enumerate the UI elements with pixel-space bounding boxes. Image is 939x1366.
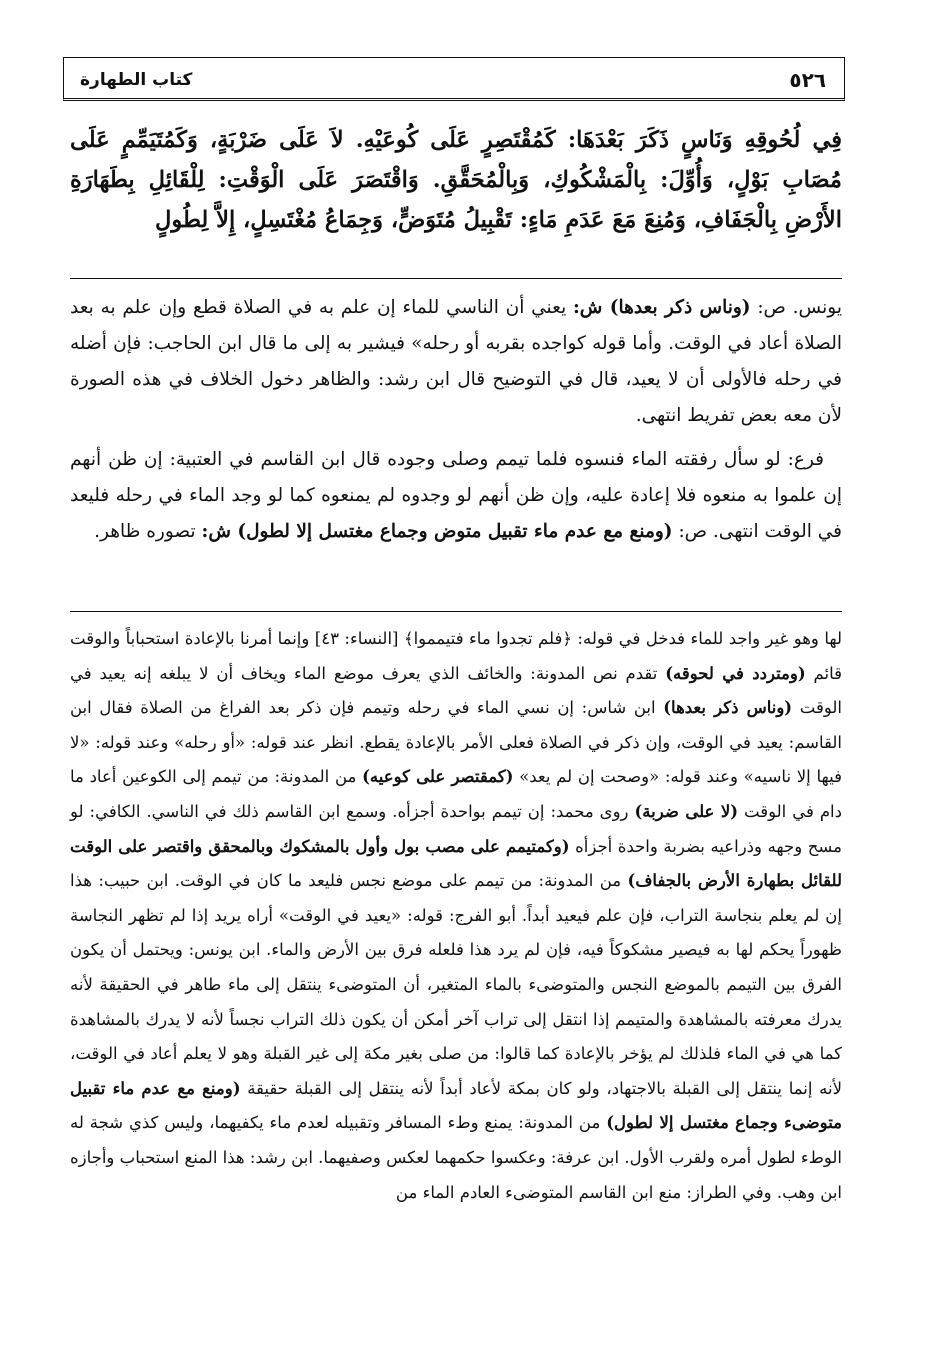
page-header [63,57,845,101]
text-run: لها وهو غير واجد للماء فدخل في قوله: ﴿فلم تجدوا ماء فتيمموا﴾ [النساء: ٤٣] وإنما أمرنا بالإعادة استحباباً والوقت قائم [70,629,843,683]
text-run: يعني أن الناسي للماء إن علم به في الصلاة قطع وإن علم به بعد الصلاة أعاد في الوقت. وأما قوله كواجده بقربه أو رحله» فيشير به إلى ما قال ابن الحاجب: فإن أضله في رحله فالأولى أن لا يعيد، قال في التوضيح قال ابن رشد: والظاهر دخول الخلاف في هذه الصورة لأن معه بعض تفريط انتهى. [70,297,842,426]
quoted-matn: (ومنع مع عدم ماء تقبيل متوضىء وجماع مغتسل إلا لطول) [70,1078,843,1133]
text-run: من المدونة: من تيمم إلى الكوعين أعاد ما دام في الوقت [70,767,842,821]
quoted-matn: (لا على ضربة) [634,801,739,821]
separator-line [70,278,842,279]
commentary-paragraph [70,290,842,434]
footnote [70,622,842,1210]
book-title: كتاب الطهارة [80,70,193,90]
page-number: ٥٢٦ [789,68,826,92]
quoted-matn: (وكمتيمم على مصب بول وأول بالمشكوك وبالمحقق واقتصر على الوقت للقائل بطهارة الأرض بالجفاف) [70,836,842,891]
text-run: روى محمد: إن تيمم بواحدة أجزأه. وسمع ابن القاسم ذلك في الناسي. الكافي: لو مسح وجهه وذراعيه بضربة واحدة أجزأه [70,801,842,856]
commentary [70,290,842,550]
text-run: تقدم نص المدونة: والخائف الذي يعرف موضع الماء ويخاف أن لا يبلغه إنه يعيد في الوقت [70,663,842,718]
text-run: ابن شاس: إن نسي الماء في رحله وتيمم فإن ذكر بعد الفراغ من الصلاة فقال ابن القاسم: يعيد في الوقت، وإن ذكر في الصلاة فعلى الأمر بالإعادة يقطع. انظر عند قوله: «أو رحله» وعند قوله: «لا فيها إلا ناسيه» وعند قوله: «وصحت إن لم يعد» [70,698,842,787]
footnote-separator [70,611,842,612]
quoted-matn: (وناس ذكر بعدها) ش: [572,297,751,318]
quoted-matn: (ومتردد في لحوقه) [665,663,806,683]
quoted-matn: (ومنع مع عدم ماء تقبيل متوض وجماع مغتسل إلا لطول) ش: [201,521,673,542]
matn-text: فِي لُحُوقِهِ وَنَاسٍ ذَكَرَ بَعْدَهَا: كَمُقْتَصِرٍ عَلَى كُوعَيْهِ. لاَ عَلَى ضَرْبَةٍ، وَكَمُتَيَمِّمٍ عَلَى مُصَابِ بَوْلٍ، وَأُوِّلَ: بِالْمَشْكُوكِ، وَبِالْمُحَقَّقِ. وَاقْتَصَرَ عَلَى الْوَقْتِ: لِلْقَائِلِ بِطَهَارَةِ الأَرْضِ بِالْجَفَافِ، وَمُنِعَ مَعَ عَدَمِ مَاءٍ: تَقْبِيلُ مُتَوَضٍّ، وَجِمَاعُ مُغْتَسِلٍ، إِلاَّ لِطُولٍ [70,127,842,233]
text-run: يونس. ص: [750,297,842,318]
quoted-matn: (كمقتصر على كوعيه) [362,767,514,787]
text-run: تصوره ظاهر. [94,521,202,542]
text-run: فرع: لو سأل رفقته الماء فنسوه فلما تيمم وصلى وجوده قال ابن القاسم في العتبية: إن ظن أنهم إن علموا به منعوه فلا إعادة عليه، وإن ظن أنهم لو وجدوه لم يمنعوه كما لو وجد الماء في رحله فليعد في الوقت انتهى. ص: [70,449,842,542]
text-run: من المدونة: من تيمم على موضع نجس فليعد ما كان في الوقت. ابن حبيب: هذا إن لم يعلم بنجاسة التراب، فإن علم فيعيد أبداً. أبو الفرج: قوله: «يعيد في الوقت» أراه يريد إذا لم تظهر النجاسة ظهوراً يحكم لها به فيصير مشكوكاً فيه، فإن لم يرد هذا فلعله فرق بين الأرض والماء. ابن يونس: ويحتمل أن يكون الفرق بين التيمم بالموضع النجس والمتوضىء بالماء المتغير، أن المتوضىء ينتقل إلى ماء طاهر في الحقيقة لأنه يدرك معرفته بالمشاهدة والمتيمم إذا انتقل إلى تراب آخر أمكن أن يكون ذلك التراب نجساً لأنه لا يدرك بالمشاهدة كما هي في الماء فلذلك لم يؤخر بالإعادة كما قالوا: من صلى بغير مكة إلى غير القبلة وهو لا يعلم أعاد في الوقت، لأنه إنما ينتقل إلى القبلة بالاجتهاد، ولو كان بمكة لأعاد أبداً لأنه ينتقل إلى القبلة حقيقة [70,871,842,1098]
quoted-matn: (وناس ذكر بعدها) [663,698,793,718]
commentary-paragraph [70,442,842,550]
text-run: من المدونة: يمنع وطء المسافر وتقبيله لعدم ماء يكفيهما، وليس كذي شجة له الوطء لطول أمره ولقرب الأول. ابن عرفة: وعكسوا حكمهما لعكس وصفيهما. ابن رشد: هذا المنع استحباب وأجازه ابن وهب. وفي الطراز: منع ابن القاسم المتوضىء العادم الماء من [70,1113,842,1202]
